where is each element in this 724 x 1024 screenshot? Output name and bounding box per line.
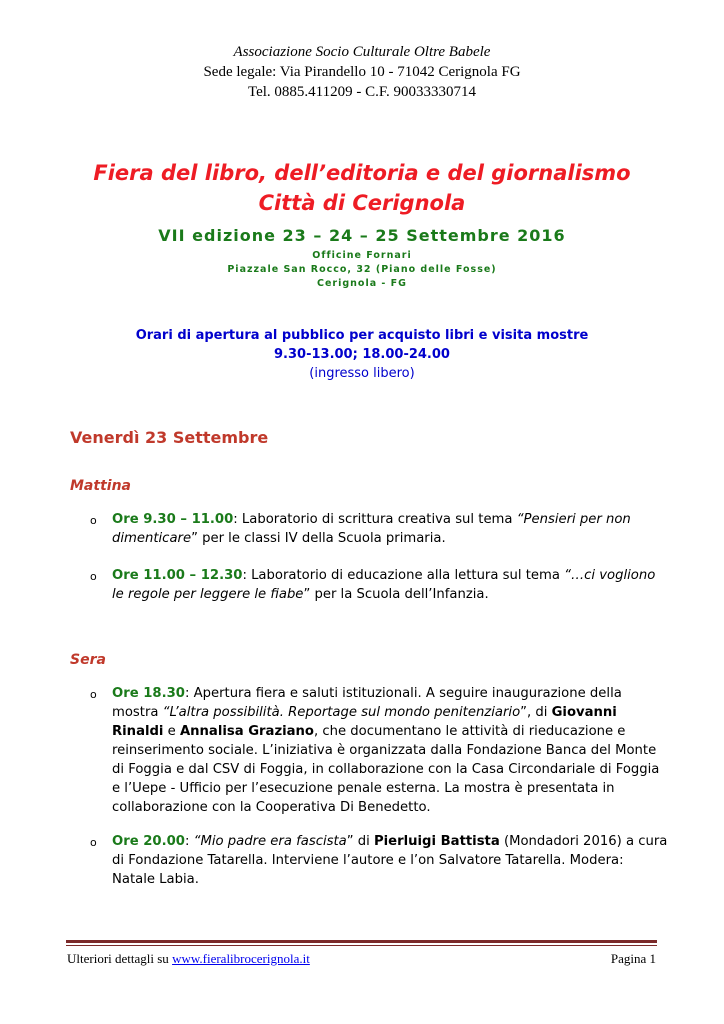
title-line-1: Fiera del libro, dell’editoria e del giornalismo xyxy=(93,161,631,185)
event-item xyxy=(90,832,670,889)
event-text: ” di xyxy=(346,834,374,849)
venue-address: Piazzale San Rocco, 32 (Piano delle Fosse) xyxy=(227,264,497,275)
event-quote: “…ci vogliono le regole per leggere le fiabe xyxy=(112,568,656,602)
venue-city: Cerignola - FG xyxy=(317,278,407,289)
event-text: , che documentano le attività di rieducazione e reinserimento sociale. L’iniziativa è organizzata dalla Fondazione Banca del Monte di Foggia e dal CSV di Foggia, in collaborazione con la Casa Circondariale di Foggia e l’Uepe - Ufficio per l’esecuzione penale esterna. La mostra è presentata in collaborazione con la Cooperativa Di Benedetto. xyxy=(112,724,660,815)
event-time: Ore 20.00 xyxy=(112,834,185,849)
event-text: (Mondadori 2016) a cura di Fondazione Tatarella. Interviene l’autore e l’on Salvatore Tatarella. Modera: Natale Labia. xyxy=(112,834,668,887)
venue-name: Officine Fornari xyxy=(312,250,412,261)
event-text: : Apertura fiera e saluti istituzionali. A seguire inaugurazione della mostra xyxy=(112,686,622,720)
footer-divider xyxy=(66,940,657,943)
opening-hours-times: 9.30-13.00; 18.00-24.00 xyxy=(274,347,450,362)
venue-block xyxy=(0,249,724,291)
bullet-icon: o xyxy=(90,514,97,527)
event-text: ” per la Scuola dell’Infanzia. xyxy=(303,587,489,602)
footer-prefix: Ulteriori dettagli su xyxy=(67,951,173,966)
event-text: : Laboratorio di educazione alla lettura sul tema xyxy=(242,568,565,583)
event-text: : xyxy=(184,834,194,849)
bullet-icon: o xyxy=(90,688,97,701)
opening-hours-label: Orari di apertura al pubblico per acquisto libri e visita mostre xyxy=(135,328,589,343)
opening-hours-note: (ingresso libero) xyxy=(309,366,415,381)
title-line-2: Città di Cerignola xyxy=(258,191,466,215)
event-item xyxy=(90,684,670,817)
event-text: : Laboratorio di scrittura creativa sul tema xyxy=(233,512,517,527)
footer-divider-thin xyxy=(66,945,657,946)
event-quote: “Pensieri per non dimenticare xyxy=(112,512,631,546)
footer-details xyxy=(67,951,310,967)
contact-info: Tel. 0885.411209 - C.F. 90033330714 xyxy=(247,84,477,100)
website-link[interactable]: www.fieralibrocerignola.it xyxy=(172,951,310,966)
section-morning: Mattina xyxy=(70,478,131,494)
person-name: Giovanni Rinaldi xyxy=(112,705,617,739)
person-name: Pierluigi Battista xyxy=(374,834,500,849)
page-number: Pagina 1 xyxy=(610,951,656,966)
person-name: Annalisa Graziano xyxy=(179,724,314,739)
day-heading: Venerdì 23 Settembre xyxy=(70,428,269,447)
association-name: Associazione Socio Culturale Oltre Babele xyxy=(233,44,491,60)
event-text: ”, di xyxy=(520,705,552,720)
event-item xyxy=(90,566,670,604)
legal-address: Sede legale: Via Pirandello 10 - 71042 Cerignola FG xyxy=(203,64,521,80)
edition-dates: VII edizione 23 – 24 – 25 Settembre 2016 xyxy=(158,226,566,245)
event-quote: “L’altra possibilità. Reportage sul mondo penitenziario xyxy=(162,705,521,720)
event-time: Ore 11.00 – 12.30 xyxy=(112,568,243,583)
event-item xyxy=(90,510,670,548)
event-quote: “Mio padre era fascista xyxy=(193,834,347,849)
event-time: Ore 18.30 xyxy=(112,686,185,701)
event-time: Ore 9.30 – 11.00 xyxy=(112,512,234,527)
section-evening: Sera xyxy=(70,652,106,668)
letterhead xyxy=(0,42,724,102)
opening-hours xyxy=(0,326,724,383)
event-text: e xyxy=(163,724,180,739)
document-title xyxy=(0,158,724,218)
bullet-icon: o xyxy=(90,570,97,583)
bullet-icon: o xyxy=(90,836,97,849)
event-text: ” per le classi IV della Scuola primaria. xyxy=(191,531,446,546)
